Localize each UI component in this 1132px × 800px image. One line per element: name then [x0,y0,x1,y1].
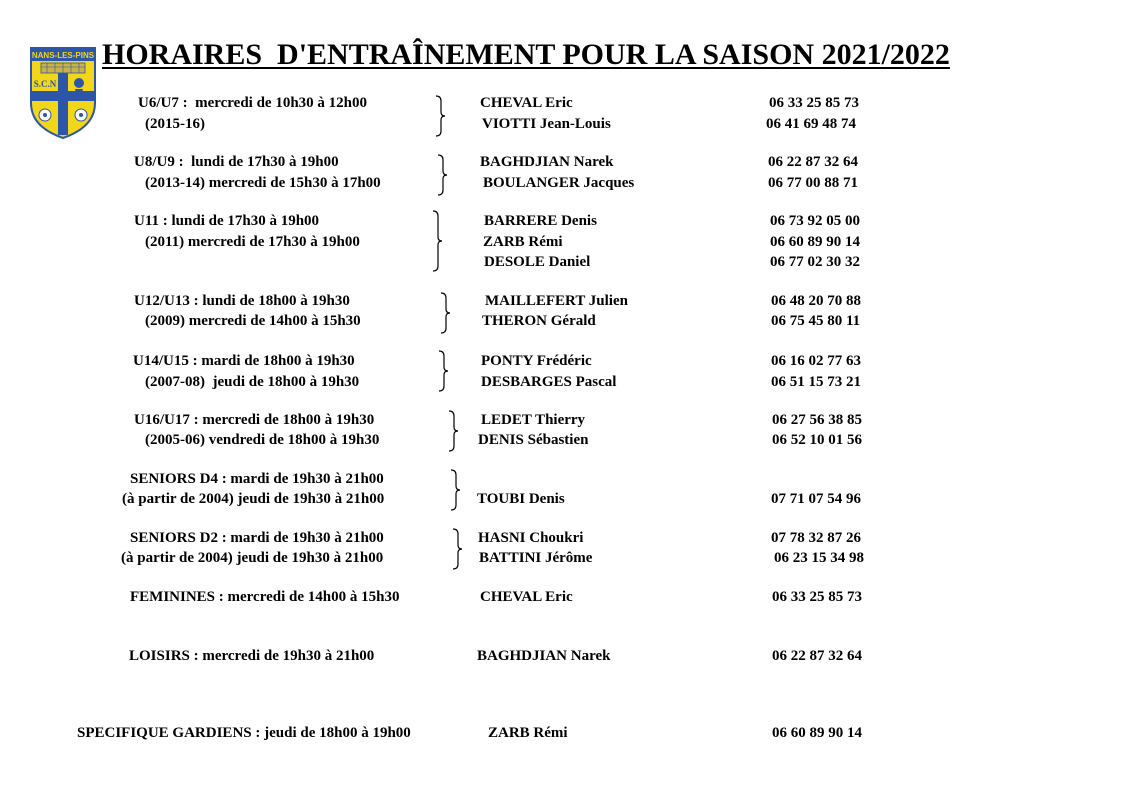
svg-text:S.C.N: S.C.N [33,79,57,89]
group-schedule-line2: (2005-06) vendredi de 18h00 à 19h30 [145,432,380,448]
coach-phone: 06 60 89 90 14 [770,234,860,250]
coach-name: MAILLEFERT Julien [485,293,628,309]
coach-phone: 06 77 02 30 32 [770,254,860,270]
group-schedule-line2: (à partir de 2004) jeudi de 19h30 à 21h00 [121,550,384,566]
coach-name: DESBARGES Pascal [481,374,617,390]
group-brace [437,350,449,392]
coach-name: VIOTTI Jean-Louis [482,116,611,132]
coach-name: ZARB Rémi [483,234,563,250]
page-title: HORAIRES D'ENTRAÎNEMENT POUR LA SAISON 2021/2022 [102,38,950,71]
coach-phone: 06 41 69 48 74 [766,116,856,132]
coach-phone: 06 48 20 70 88 [771,293,861,309]
coach-name: LEDET Thierry [481,412,586,428]
coach-phone: 06 22 87 32 64 [772,648,862,664]
group-schedule-line2: (2013-14) mercredi de 15h30 à 17h00 [145,175,381,191]
group-schedule-line2: (2015-16) [145,116,205,132]
coach-name: THERON Gérald [482,313,596,329]
group-schedule-line1: U14/U15 : mardi de 18h00 à 19h30 [133,353,355,369]
group-schedule-line1: U12/U13 : lundi de 18h00 à 19h30 [134,293,350,309]
group-brace [431,210,443,272]
group-schedule-line1: FEMININES : mercredi de 14h00 à 15h30 [130,589,400,605]
group-schedule-line2: (2011) mercredi de 17h30 à 19h00 [145,234,360,250]
coach-phone: 06 73 92 05 00 [770,213,860,229]
coach-phone: 06 27 56 38 85 [772,412,862,428]
group-schedule-line1: U8/U9 : lundi de 17h30 à 19h00 [134,154,339,170]
coach-phone: 06 60 89 90 14 [772,725,862,741]
club-crest-logo [27,45,99,140]
coach-name: BAGHDJIAN Narek [480,154,614,170]
coach-phone: 07 78 32 87 26 [771,530,861,546]
coach-phone: 06 16 02 77 63 [771,353,861,369]
group-schedule-line2: (2007-08) jeudi de 18h00 à 19h30 [145,374,360,390]
group-schedule-line2: (2009) mercredi de 14h00 à 15h30 [145,313,361,329]
group-schedule-line1: SPECIFIQUE GARDIENS : jeudi de 18h00 à 19h00 [77,725,411,741]
coach-name: BOULANGER Jacques [483,175,635,191]
coach-phone: 06 23 15 34 98 [774,550,864,566]
group-brace [451,528,463,570]
group-schedule-line1: U11 : lundi de 17h30 à 19h00 [134,213,320,229]
coach-name: TOUBI Denis [477,491,565,507]
group-schedule-line2: (à partir de 2004) jeudi de 19h30 à 21h00 [122,491,385,507]
coach-phone: 06 52 10 01 56 [772,432,862,448]
group-brace [436,154,448,196]
coach-name: HASNI Choukri [478,530,584,546]
coach-name: DENIS Sébastien [478,432,589,448]
coach-phone: 07 71 07 54 96 [771,491,861,507]
group-schedule-line1: SENIORS D4 : mardi de 19h30 à 21h00 [130,471,384,487]
coach-phone: 06 51 15 73 21 [771,374,861,390]
group-brace [439,292,451,334]
group-schedule-line1: U6/U7 : mercredi de 10h30 à 12h00 [138,95,368,111]
group-brace [434,95,446,137]
group-schedule-line1: SENIORS D2 : mardi de 19h30 à 21h00 [130,530,384,546]
coach-name: CHEVAL Eric [480,589,573,605]
coach-name: BATTINI Jérôme [479,550,593,566]
group-schedule-line1: U16/U17 : mercredi de 18h00 à 19h30 [134,412,375,428]
group-brace [449,469,461,511]
svg-text:NANS-LES-PINS: NANS-LES-PINS [31,51,95,60]
group-schedule-line1: LOISIRS : mercredi de 19h30 à 21h00 [129,648,375,664]
coach-name: BARRERE Denis [484,213,597,229]
group-brace [447,410,459,452]
coach-phone: 06 33 25 85 73 [769,95,859,111]
coach-phone: 06 75 45 80 11 [771,313,861,329]
coach-name: DESOLE Daniel [484,254,591,270]
coach-name: BAGHDJIAN Narek [477,648,611,664]
coach-name: CHEVAL Eric [480,95,573,111]
coach-name: PONTY Frédéric [481,353,592,369]
coach-phone: 06 77 00 88 71 [768,175,858,191]
coach-name: ZARB Rémi [488,725,568,741]
coach-phone: 06 33 25 85 73 [772,589,862,605]
coach-phone: 06 22 87 32 64 [768,154,858,170]
